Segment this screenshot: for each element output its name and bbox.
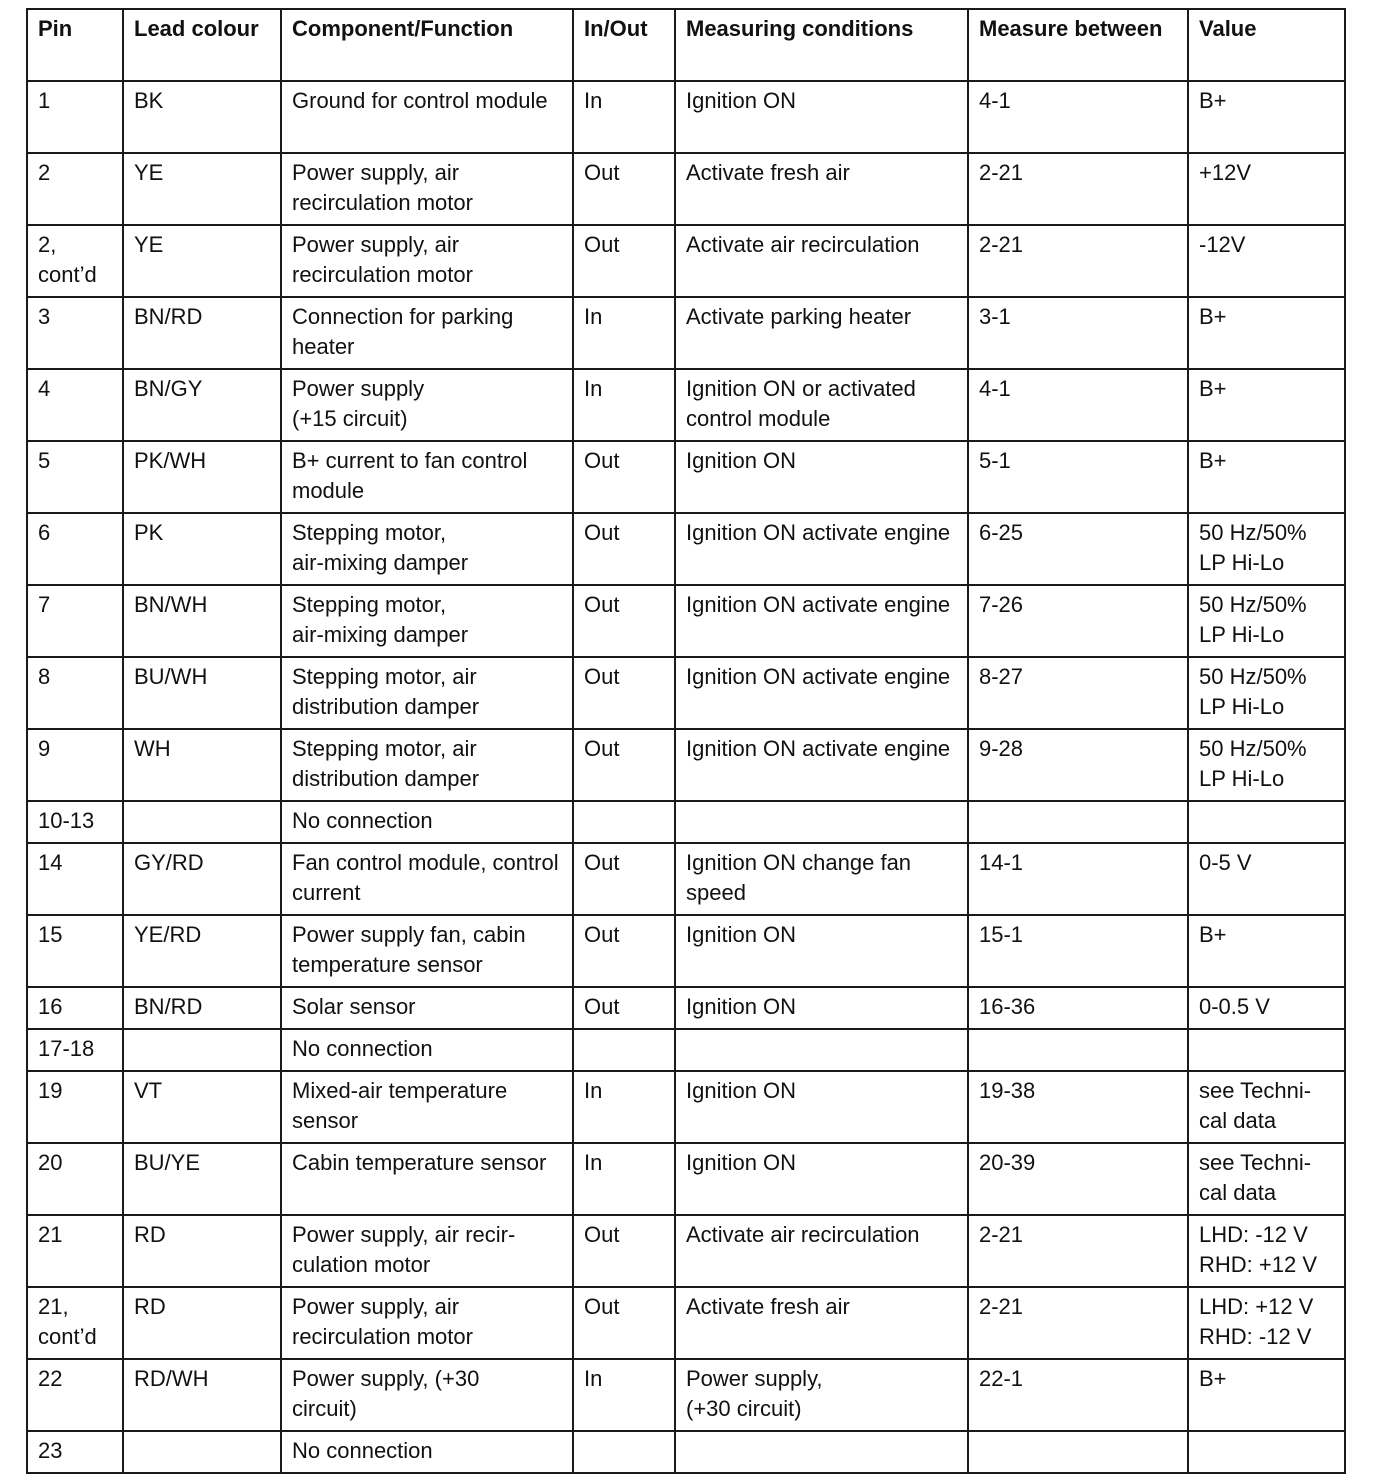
- component-function-cell: Power supply, air recir- culation motor: [281, 1215, 573, 1287]
- value-cell: see Techni- cal data: [1188, 1071, 1345, 1143]
- table-row: [27, 1143, 1345, 1215]
- in-out-cell: Out: [573, 843, 675, 915]
- value-cell: +12V: [1188, 153, 1345, 225]
- in-out-cell: In: [573, 1359, 675, 1431]
- measuring-conditions-cell: [675, 1431, 968, 1473]
- measuring-conditions-cell: Ignition ON: [675, 441, 968, 513]
- measuring-conditions-cell: Ignition ON activate engine: [675, 513, 968, 585]
- value-cell: LHD: -12 V RHD: +12 V: [1188, 1215, 1345, 1287]
- lead-colour-cell: RD/WH: [123, 1359, 281, 1431]
- header-measuring-conditions: Measuring conditions: [675, 9, 968, 81]
- measure-between-cell: 16-36: [968, 987, 1188, 1029]
- measure-between-cell: 4-1: [968, 81, 1188, 153]
- lead-colour-cell: BN/GY: [123, 369, 281, 441]
- in-out-cell: Out: [573, 225, 675, 297]
- measure-between-cell: 22-1: [968, 1359, 1188, 1431]
- lead-colour-cell: BU/WH: [123, 657, 281, 729]
- component-function-cell: Connection for parking heater: [281, 297, 573, 369]
- value-cell: 50 Hz/50% LP Hi-Lo: [1188, 585, 1345, 657]
- header-pin: Pin: [27, 9, 123, 81]
- value-cell: 50 Hz/50% LP Hi-Lo: [1188, 657, 1345, 729]
- lead-colour-cell: PK/WH: [123, 441, 281, 513]
- pin-cell: 19: [27, 1071, 123, 1143]
- measure-between-cell: 5-1: [968, 441, 1188, 513]
- measure-between-cell: 9-28: [968, 729, 1188, 801]
- lead-colour-cell: PK: [123, 513, 281, 585]
- value-cell: -12V: [1188, 225, 1345, 297]
- lead-colour-cell: RD: [123, 1287, 281, 1359]
- table-row: [27, 81, 1345, 153]
- in-out-cell: [573, 1431, 675, 1473]
- in-out-cell: Out: [573, 657, 675, 729]
- value-cell: B+: [1188, 1359, 1345, 1431]
- measuring-conditions-cell: Ignition ON: [675, 987, 968, 1029]
- component-function-cell: Stepping motor, air distribution damper: [281, 729, 573, 801]
- header-in-out: In/Out: [573, 9, 675, 81]
- table-row: [27, 729, 1345, 801]
- table-row: [27, 297, 1345, 369]
- value-cell: [1188, 1029, 1345, 1071]
- pin-cell: 21, cont’d: [27, 1287, 123, 1359]
- value-cell: 50 Hz/50% LP Hi-Lo: [1188, 729, 1345, 801]
- in-out-cell: In: [573, 1071, 675, 1143]
- measure-between-cell: 2-21: [968, 1215, 1188, 1287]
- in-out-cell: Out: [573, 513, 675, 585]
- header-value: Value: [1188, 9, 1345, 81]
- pin-cell: 6: [27, 513, 123, 585]
- component-function-cell: Power supply (+15 circuit): [281, 369, 573, 441]
- measure-between-cell: 14-1: [968, 843, 1188, 915]
- table-row: [27, 987, 1345, 1029]
- value-cell: B+: [1188, 369, 1345, 441]
- measuring-conditions-cell: Ignition ON: [675, 1071, 968, 1143]
- lead-colour-cell: RD: [123, 1215, 281, 1287]
- table-row: [27, 843, 1345, 915]
- pin-cell: 10-13: [27, 801, 123, 843]
- measure-between-cell: [968, 1029, 1188, 1071]
- measuring-conditions-cell: Activate air recirculation: [675, 225, 968, 297]
- measure-between-cell: 7-26: [968, 585, 1188, 657]
- component-function-cell: Power supply, air recirculation motor: [281, 225, 573, 297]
- lead-colour-cell: VT: [123, 1071, 281, 1143]
- pin-cell: 4: [27, 369, 123, 441]
- lead-colour-cell: BN/WH: [123, 585, 281, 657]
- lead-colour-cell: [123, 1431, 281, 1473]
- table-row: [27, 657, 1345, 729]
- measuring-conditions-cell: Ignition ON change fan speed: [675, 843, 968, 915]
- measuring-conditions-cell: Activate air recirculation: [675, 1215, 968, 1287]
- table-row: [27, 513, 1345, 585]
- component-function-cell: No connection: [281, 1029, 573, 1071]
- lead-colour-cell: BN/RD: [123, 297, 281, 369]
- in-out-cell: Out: [573, 1215, 675, 1287]
- in-out-cell: In: [573, 369, 675, 441]
- table-row: [27, 1287, 1345, 1359]
- table-row: [27, 369, 1345, 441]
- in-out-cell: In: [573, 81, 675, 153]
- measure-between-cell: 2-21: [968, 153, 1188, 225]
- component-function-cell: Power supply, (+30 circuit): [281, 1359, 573, 1431]
- pin-cell: 8: [27, 657, 123, 729]
- measure-between-cell: 6-25: [968, 513, 1188, 585]
- measuring-conditions-cell: [675, 1029, 968, 1071]
- pin-cell: 7: [27, 585, 123, 657]
- value-cell: see Techni- cal data: [1188, 1143, 1345, 1215]
- value-cell: B+: [1188, 297, 1345, 369]
- pin-cell: 3: [27, 297, 123, 369]
- pin-cell: 22: [27, 1359, 123, 1431]
- component-function-cell: Fan control module, control current: [281, 843, 573, 915]
- table-row: [27, 1215, 1345, 1287]
- value-cell: B+: [1188, 915, 1345, 987]
- component-function-cell: No connection: [281, 1431, 573, 1473]
- lead-colour-cell: YE: [123, 225, 281, 297]
- measuring-conditions-cell: Ignition ON activate engine: [675, 585, 968, 657]
- component-function-cell: Power supply, air recirculation motor: [281, 153, 573, 225]
- table-row: [27, 225, 1345, 297]
- lead-colour-cell: BU/YE: [123, 1143, 281, 1215]
- measure-between-cell: 20-39: [968, 1143, 1188, 1215]
- in-out-cell: Out: [573, 441, 675, 513]
- measuring-conditions-cell: Power supply, (+30 circuit): [675, 1359, 968, 1431]
- in-out-cell: Out: [573, 915, 675, 987]
- measure-between-cell: 15-1: [968, 915, 1188, 987]
- measuring-conditions-cell: Activate fresh air: [675, 153, 968, 225]
- measuring-conditions-cell: Ignition ON: [675, 1143, 968, 1215]
- in-out-cell: Out: [573, 1287, 675, 1359]
- table-row: [27, 1431, 1345, 1473]
- measure-between-cell: 8-27: [968, 657, 1188, 729]
- table-row: [27, 915, 1345, 987]
- table-row: [27, 801, 1345, 843]
- pin-cell: 20: [27, 1143, 123, 1215]
- measure-between-cell: 2-21: [968, 1287, 1188, 1359]
- lead-colour-cell: GY/RD: [123, 843, 281, 915]
- component-function-cell: Stepping motor, air-mixing damper: [281, 585, 573, 657]
- table-row: [27, 585, 1345, 657]
- measure-between-cell: 19-38: [968, 1071, 1188, 1143]
- in-out-cell: Out: [573, 153, 675, 225]
- value-cell: [1188, 801, 1345, 843]
- value-cell: 0-5 V: [1188, 843, 1345, 915]
- component-function-cell: Stepping motor, air-mixing damper: [281, 513, 573, 585]
- pin-cell: 21: [27, 1215, 123, 1287]
- value-cell: B+: [1188, 81, 1345, 153]
- pin-cell: 14: [27, 843, 123, 915]
- table-row: [27, 1071, 1345, 1143]
- pin-cell: 2: [27, 153, 123, 225]
- in-out-cell: Out: [573, 987, 675, 1029]
- pin-assignment-table: [26, 8, 1346, 1474]
- measuring-conditions-cell: Ignition ON: [675, 915, 968, 987]
- header-component-function: Component/Function: [281, 9, 573, 81]
- measure-between-cell: [968, 1431, 1188, 1473]
- measure-between-cell: 2-21: [968, 225, 1188, 297]
- in-out-cell: In: [573, 1143, 675, 1215]
- in-out-cell: [573, 801, 675, 843]
- measure-between-cell: 3-1: [968, 297, 1188, 369]
- measuring-conditions-cell: Ignition ON activate engine: [675, 657, 968, 729]
- component-function-cell: Ground for control module: [281, 81, 573, 153]
- lead-colour-cell: [123, 801, 281, 843]
- pin-cell: 5: [27, 441, 123, 513]
- value-cell: LHD: +12 V RHD: -12 V: [1188, 1287, 1345, 1359]
- measuring-conditions-cell: Activate parking heater: [675, 297, 968, 369]
- pin-cell: 2, cont’d: [27, 225, 123, 297]
- measure-between-cell: 4-1: [968, 369, 1188, 441]
- table-row: [27, 153, 1345, 225]
- table-row: [27, 441, 1345, 513]
- component-function-cell: Power supply fan, cabin temperature sensor: [281, 915, 573, 987]
- component-function-cell: Solar sensor: [281, 987, 573, 1029]
- component-function-cell: Cabin temperature sensor: [281, 1143, 573, 1215]
- lead-colour-cell: [123, 1029, 281, 1071]
- in-out-cell: Out: [573, 729, 675, 801]
- pin-cell: 9: [27, 729, 123, 801]
- component-function-cell: Stepping motor, air distribution damper: [281, 657, 573, 729]
- value-cell: 50 Hz/50% LP Hi-Lo: [1188, 513, 1345, 585]
- measuring-conditions-cell: Activate fresh air: [675, 1287, 968, 1359]
- value-cell: [1188, 1431, 1345, 1473]
- header-row: [27, 9, 1345, 81]
- component-function-cell: Power supply, air recirculation motor: [281, 1287, 573, 1359]
- header-lead-colour: Lead colour: [123, 9, 281, 81]
- measuring-conditions-cell: Ignition ON or activated control module: [675, 369, 968, 441]
- lead-colour-cell: YE/RD: [123, 915, 281, 987]
- pin-cell: 16: [27, 987, 123, 1029]
- pin-cell: 1: [27, 81, 123, 153]
- pin-cell: 17-18: [27, 1029, 123, 1071]
- component-function-cell: Mixed-air temperature sensor: [281, 1071, 573, 1143]
- lead-colour-cell: BN/RD: [123, 987, 281, 1029]
- pin-cell: 15: [27, 915, 123, 987]
- measuring-conditions-cell: Ignition ON activate engine: [675, 729, 968, 801]
- table-row: [27, 1029, 1345, 1071]
- lead-colour-cell: BK: [123, 81, 281, 153]
- pin-cell: 23: [27, 1431, 123, 1473]
- table-row: [27, 1359, 1345, 1431]
- in-out-cell: Out: [573, 585, 675, 657]
- lead-colour-cell: WH: [123, 729, 281, 801]
- measure-between-cell: [968, 801, 1188, 843]
- lead-colour-cell: YE: [123, 153, 281, 225]
- component-function-cell: B+ current to fan control module: [281, 441, 573, 513]
- in-out-cell: [573, 1029, 675, 1071]
- measuring-conditions-cell: [675, 801, 968, 843]
- value-cell: B+: [1188, 441, 1345, 513]
- measuring-conditions-cell: Ignition ON: [675, 81, 968, 153]
- value-cell: 0-0.5 V: [1188, 987, 1345, 1029]
- header-measure-between: Measure between: [968, 9, 1188, 81]
- component-function-cell: No connection: [281, 801, 573, 843]
- in-out-cell: In: [573, 297, 675, 369]
